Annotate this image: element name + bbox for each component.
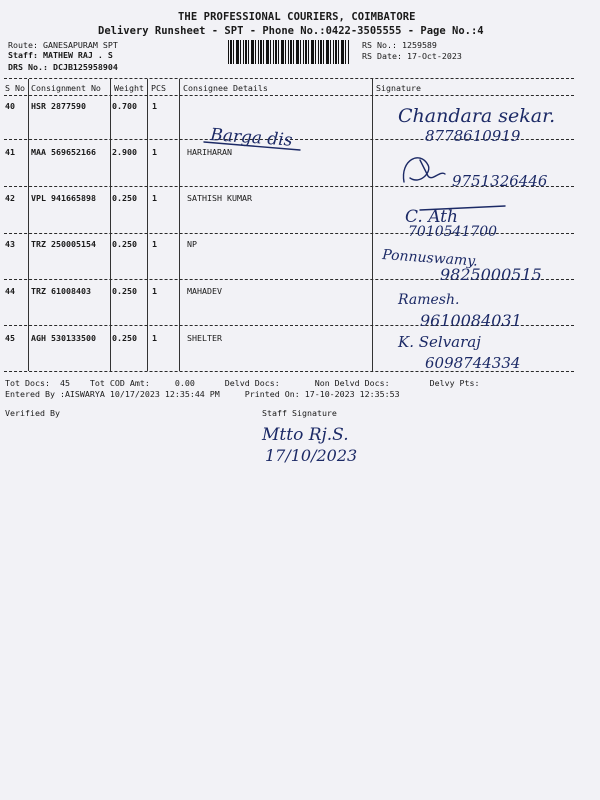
drs-number: DRS No.: DCJB125958904	[8, 62, 118, 72]
row-consignment: TRZ 61008403	[31, 286, 91, 296]
signature-name-45: K. Selvaraj	[398, 333, 481, 351]
row-consignment: AGH 530133500	[31, 333, 96, 343]
totals-line: Tot Docs: 45 Tot COD Amt: 0.00 Delvd Docs: Non Delvd Docs: Delvy Pts:	[5, 378, 480, 388]
col-header-consignee: Consignee Details	[183, 83, 268, 93]
signature-phone-44: 9610084031	[420, 311, 522, 330]
row-weight: 0.250	[112, 239, 137, 249]
row-pcs: 1	[152, 147, 157, 157]
col-header-consignment: Consignment No	[31, 83, 101, 93]
signature-phone-40: 8778610919	[425, 127, 521, 145]
row-consignee: SATHISH KUMAR	[187, 193, 252, 203]
row-sno: 45	[5, 333, 15, 343]
col-header-weight: Weight	[114, 83, 144, 93]
row-sno: 44	[5, 286, 15, 296]
signature-phone-41: 9751326446	[452, 172, 548, 190]
route-label: Route: GANESAPURAM SPT	[8, 40, 118, 50]
row-weight: 0.700	[112, 101, 137, 111]
row-pcs: 1	[152, 286, 157, 296]
row-consignee: SHELTER	[187, 333, 222, 343]
row-pcs: 1	[152, 239, 157, 249]
row-consignee: NP	[187, 239, 197, 249]
row-weight: 0.250	[112, 286, 137, 296]
row-sno: 43	[5, 239, 15, 249]
staff-signature-label: Staff Signature	[262, 408, 337, 418]
row-sno: 41	[5, 147, 15, 157]
row-consignment: MAA 569652166	[31, 147, 96, 157]
signature-name-42: C. Ath	[405, 207, 458, 227]
row-consignee: MAHADEV	[187, 286, 222, 296]
signature-phone-42: 7010541700	[408, 224, 498, 240]
row-consignment: VPL 941665898	[31, 193, 96, 203]
row-sno: 40	[5, 101, 15, 111]
row-weight: 0.250	[112, 333, 137, 343]
signature-name-44: Ramesh.	[398, 292, 460, 308]
entered-by-line: Entered By :AISWARYA 10/17/2023 12:35:44 PM Printed On: 17-10-2023 12:35:53	[5, 389, 400, 399]
signature-phone-43: 9825000515	[440, 265, 542, 284]
verified-by-label: Verified By	[5, 408, 60, 418]
rs-number: RS No.: 1259589	[362, 40, 437, 50]
signature-name-43: Ponnuswamy.	[381, 247, 479, 270]
row-consignment: TRZ 250005154	[31, 239, 96, 249]
col-header-sno: S No	[5, 83, 25, 93]
row-consignee: HARIHARAN	[187, 147, 232, 157]
staff-signature: Mtto Rj.S.	[262, 425, 349, 445]
col-header-pcs: PCS	[151, 83, 166, 93]
row-pcs: 1	[152, 333, 157, 343]
rs-date: RS Date: 17-Oct-2023	[362, 51, 462, 61]
row-weight: 0.250	[112, 193, 137, 203]
row-sno: 42	[5, 193, 15, 203]
company-name: THE PROFESSIONAL COURIERS, COIMBATORE	[178, 11, 416, 23]
signature-name-40: Chandara sekar.	[398, 105, 556, 127]
signature-scribble-41	[403, 158, 445, 182]
row-consignment: HSR 2877590	[31, 101, 86, 111]
col-header-signature: Signature	[376, 83, 421, 93]
handwritten-note: Barga dis	[209, 125, 294, 151]
row-pcs: 1	[152, 193, 157, 203]
staff-signature-date: 17/10/2023	[265, 446, 358, 465]
signature-phone-45: 6098744334	[425, 354, 521, 372]
row-pcs: 1	[152, 101, 157, 111]
row-weight: 2.900	[112, 147, 137, 157]
staff-label: Staff: MATHEW RAJ . S	[8, 50, 113, 60]
runsheet-subtitle: Delivery Runsheet - SPT - Phone No.:0422-3505555 - Page No.:4	[98, 25, 484, 37]
